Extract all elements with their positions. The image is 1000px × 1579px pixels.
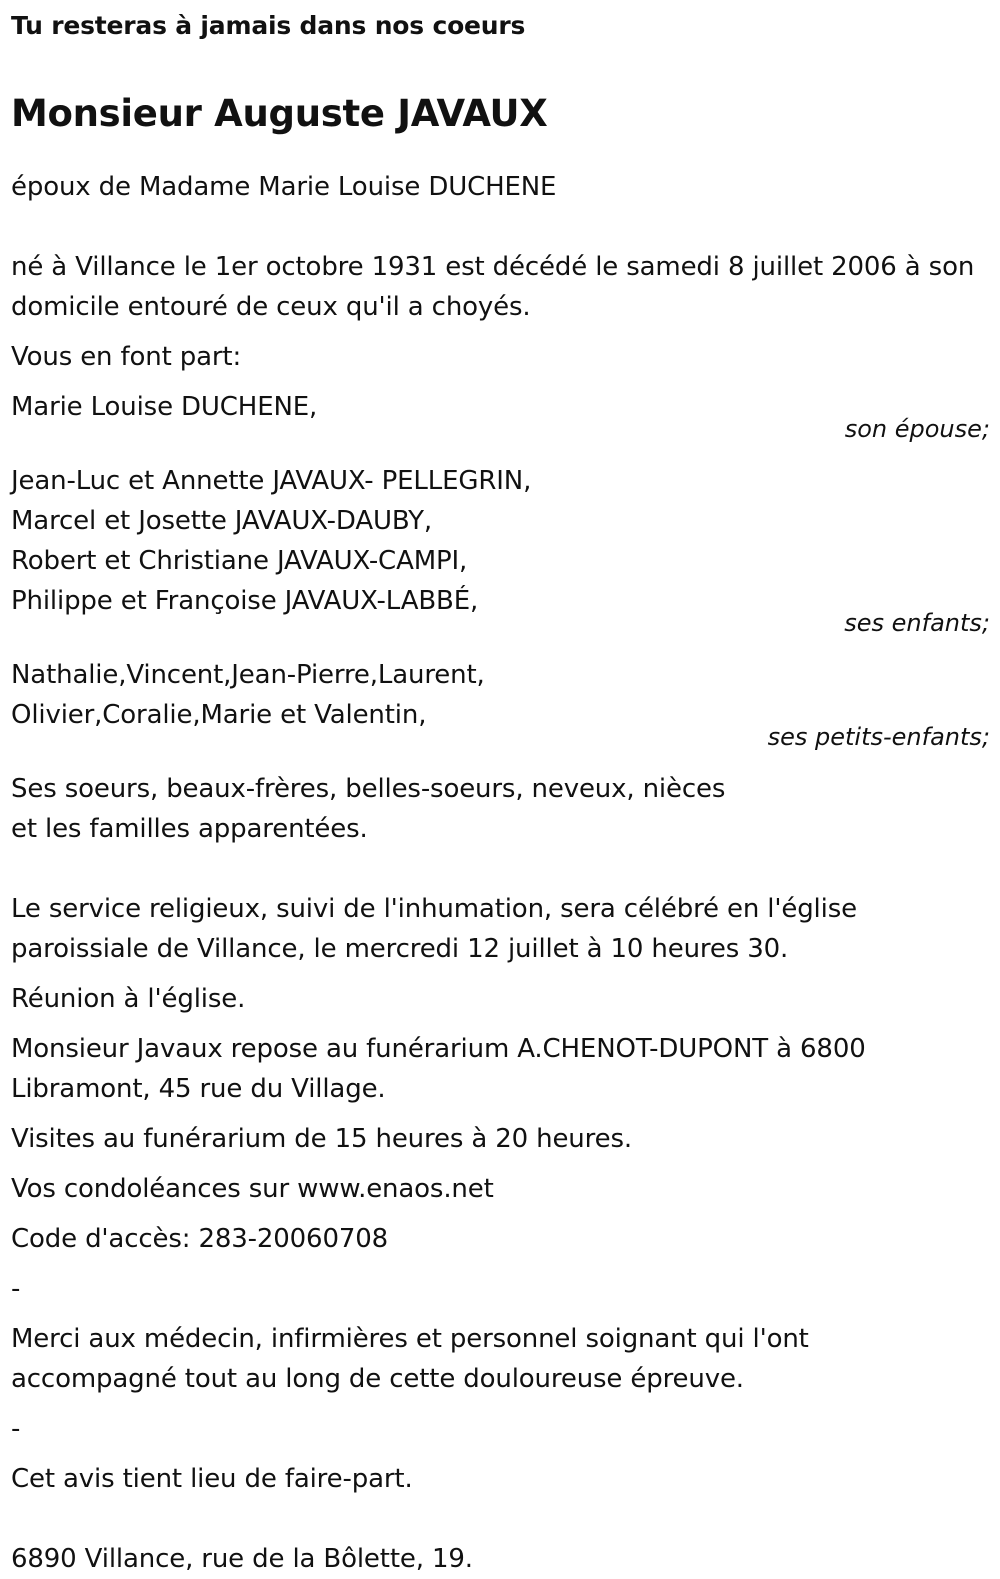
separator: - xyxy=(11,1274,21,1304)
children-relation: ses enfants; xyxy=(844,609,990,637)
birth-death-line-2: domicile entouré de ceux qu'il a choyés. xyxy=(11,292,531,322)
visits-line: Visites au funérarium de 15 heures à 20 heures. xyxy=(11,1124,632,1154)
grandchildren-line: Olivier,Coralie,Marie et Valentin, xyxy=(11,700,427,730)
service-line-2: paroissiale de Villance, le mercredi 12 juillet à 10 heures 30. xyxy=(11,934,789,964)
family-line-1: Ses soeurs, beaux-frères, belles-soeurs, neveux, nièces xyxy=(11,774,726,804)
grandchildren-line: Nathalie,Vincent,Jean-Pierre,Laurent, xyxy=(11,660,485,690)
grandchildren-relation: ses petits-enfants; xyxy=(767,723,990,751)
family-line-2: et les familles apparentées. xyxy=(11,814,368,844)
spouse-name: Marie Louise DUCHENE, xyxy=(11,392,318,422)
service-line-1: Le service religieux, suivi de l'inhumation, sera célébré en l'église xyxy=(11,894,857,924)
thanks-line-1: Merci aux médecin, infirmières et personnel soignant qui l'ont xyxy=(11,1324,809,1354)
obituary-notice xyxy=(11,0,990,1579)
child-line: Jean-Luc et Annette JAVAUX- PELLEGRIN, xyxy=(11,466,532,496)
reunion-line: Réunion à l'église. xyxy=(11,984,246,1014)
notice-line: Cet avis tient lieu de faire-part. xyxy=(11,1464,413,1494)
thanks-line-2: accompagné tout au long de cette douloureuse épreuve. xyxy=(11,1364,744,1394)
birth-death-line-1: né à Villance le 1er octobre 1931 est décédé le samedi 8 juillet 2006 à son xyxy=(11,252,975,282)
header-tagline: Tu resteras à jamais dans nos coeurs xyxy=(11,11,526,40)
spouse-line: époux de Madame Marie Louise DUCHENE xyxy=(11,172,557,202)
child-line: Philippe et Françoise JAVAUX-LABBÉ, xyxy=(11,586,479,616)
condolences-line: Vos condoléances sur www.enaos.net xyxy=(11,1174,494,1204)
spouse-relation: son épouse; xyxy=(844,415,990,443)
separator: - xyxy=(11,1414,21,1444)
address-line: 6890 Villance, rue de la Bôlette, 19. xyxy=(11,1544,473,1574)
access-code-line: Code d'accès: 283-20060708 xyxy=(11,1224,389,1254)
announce-line: Vous en font part: xyxy=(11,342,242,372)
child-line: Robert et Christiane JAVAUX-CAMPI, xyxy=(11,546,468,576)
funerarium-line-1: Monsieur Javaux repose au funérarium A.CHENOT-DUPONT à 6800 xyxy=(11,1034,866,1064)
child-line: Marcel et Josette JAVAUX-DAUBY, xyxy=(11,506,432,536)
deceased-name: Monsieur Auguste JAVAUX xyxy=(11,92,548,135)
funerarium-line-2: Libramont, 45 rue du Village. xyxy=(11,1074,386,1104)
